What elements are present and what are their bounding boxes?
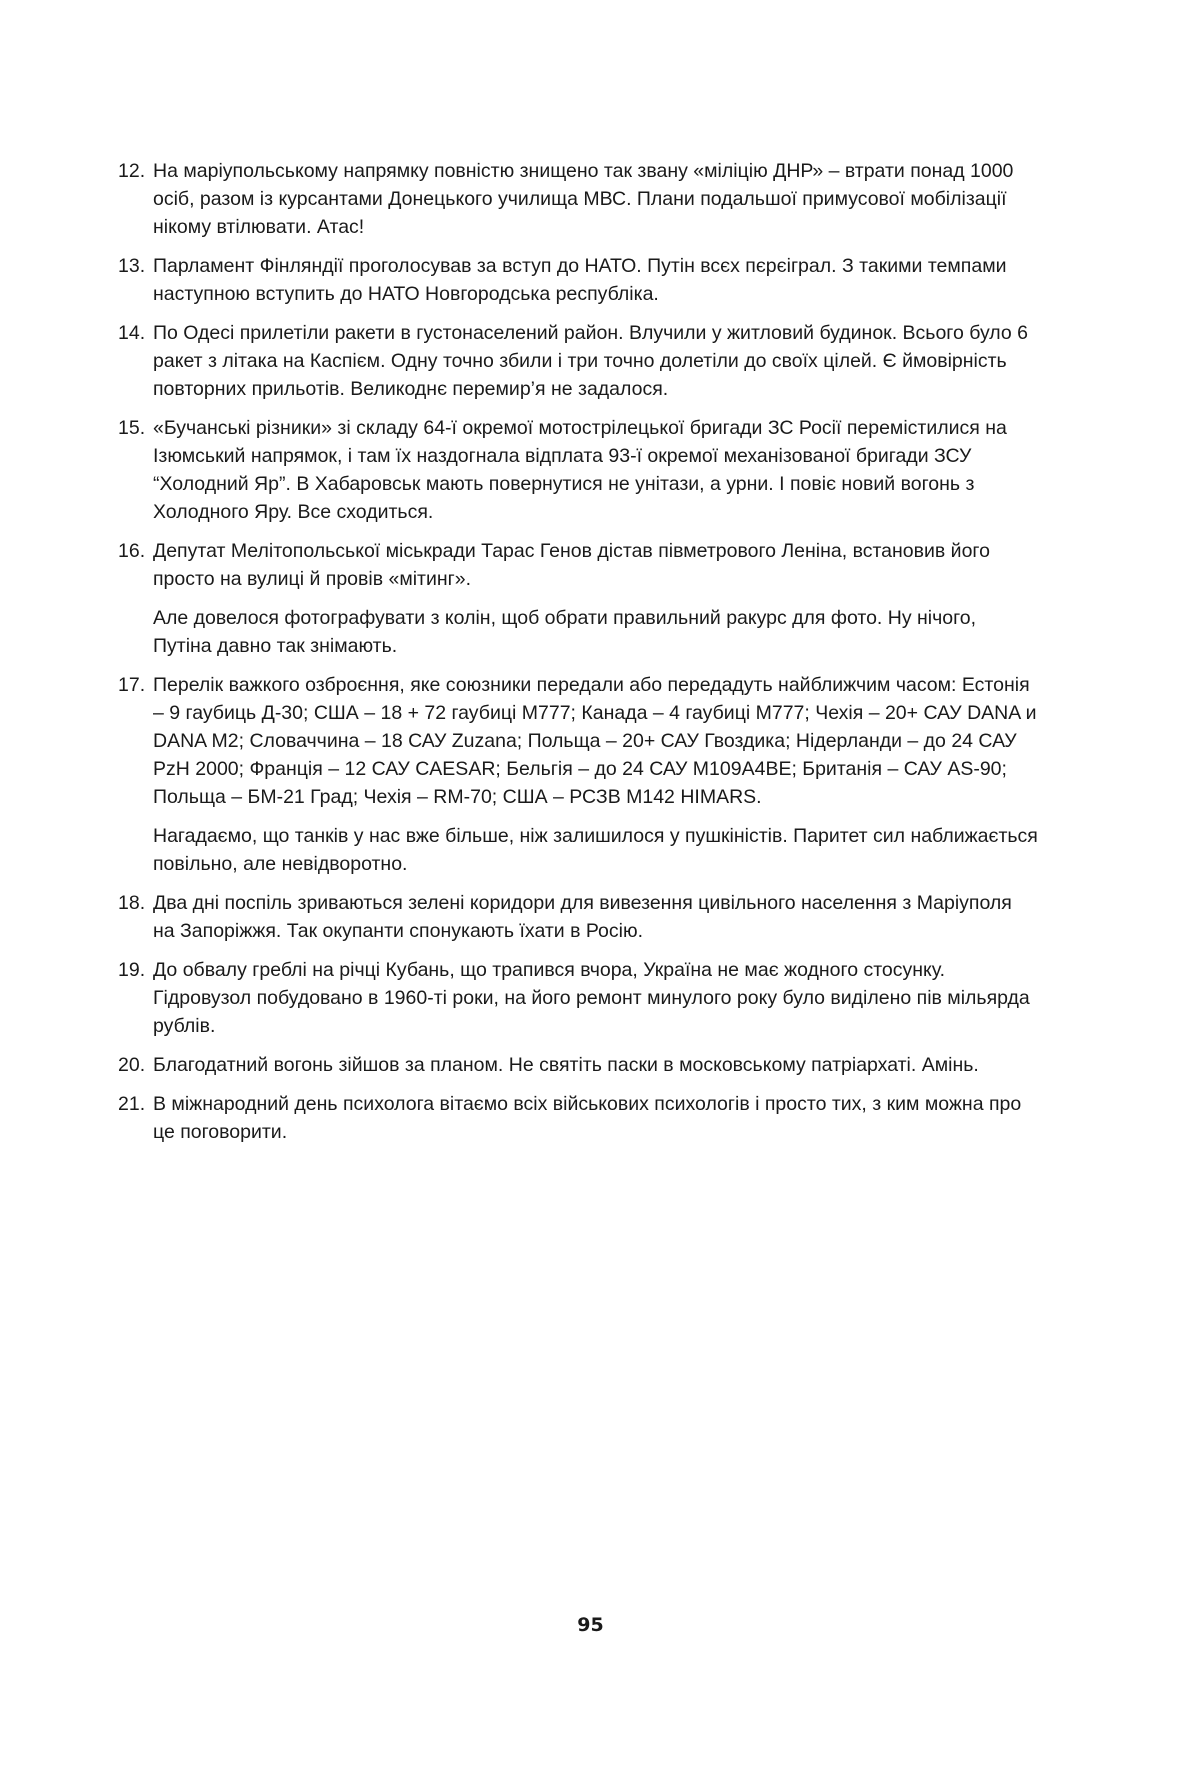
- list-item-number: 21.: [118, 1093, 146, 1115]
- list-item-number: 17.: [118, 674, 146, 696]
- page-number: 95: [577, 1614, 604, 1636]
- list-item-paragraph: В міжнародний день психолога вітаємо всіх військових психологів і просто тих, з ким можна про це поговорити.: [153, 1093, 1022, 1143]
- list-item-body: [153, 537, 1038, 660]
- list-item-number: 13.: [118, 255, 146, 277]
- numbered-list: [118, 157, 1038, 1146]
- list-item-paragraph: Благодатний вогонь зійшов за планом. Не святіть паски в московському патріархаті. Амінь.: [153, 1054, 979, 1076]
- list-item: [118, 157, 1038, 241]
- list-item-number: 18.: [118, 892, 146, 914]
- list-item-body: [153, 414, 1038, 526]
- list-item: [118, 252, 1038, 308]
- list-item-number: 20.: [118, 1054, 146, 1076]
- list-item-body: [153, 1051, 1038, 1079]
- list-item: [118, 1090, 1038, 1146]
- list-item-body: [153, 252, 1038, 308]
- list-item-body: [153, 956, 1038, 1040]
- list-item-paragraph: Перелік важкого озброєння, яке союзники передали або передадуть найближчим часом: Естонія – 9 гаубиць Д-30; США – 18 + 72 гаубиці М777; Канада – 4 гаубиці М777; Чехія – 20+ САУ DANA и DANA M2; Словаччина – 18 САУ Zuzana; Польща – 20+ САУ Гвоздика; Нідерланди – до 24 САУ PzH 2000; Франція – 12 САУ CAESAR; Бельгія – до 24 САУ M109A4BE; Британія – САУ AS-90; Польща – БМ-21 Град; Чехія – RM-70; США – РСЗВ M142 HIMARS.: [153, 674, 1037, 808]
- list-item: [118, 671, 1038, 878]
- list-item-body: [153, 671, 1038, 878]
- list-item-paragraph: На маріупольському напрямку повністю знищено так звану «міліцію ДНР» – втрати понад 1000 осіб, разом із курсантами Донецького училища МВС. Плани подальшої примусової мобілізації нікому втілювати. Атас!: [153, 160, 1014, 238]
- list-item-body: [153, 157, 1038, 241]
- list-item-number: 15.: [118, 417, 146, 439]
- list-item: [118, 889, 1038, 945]
- list-item-paragraph: Два дні поспіль зриваються зелені коридори для вивезення цивільного населення з Маріуполя на Запоріжжя. Так окупанти спонукають їхати в Росію.: [153, 892, 1012, 942]
- list-item: [118, 1051, 1038, 1079]
- list-item-number: 16.: [118, 540, 146, 562]
- list-item-body: [153, 1090, 1038, 1146]
- list-item: [118, 956, 1038, 1040]
- list-item-body: [153, 319, 1038, 403]
- page-content: [118, 157, 1038, 1157]
- list-item-number: 19.: [118, 959, 146, 981]
- list-item-number: 14.: [118, 322, 146, 344]
- list-item-number: 12.: [118, 160, 146, 182]
- list-item-paragraph: Але довелося фотографувати з колін, щоб обрати правильний ракурс для фото. Ну нічого, Путіна давно так знімають.: [153, 607, 977, 657]
- list-item-paragraph: Нагадаємо, що танків у нас вже більше, ніж залишилося у пушкіністів. Паритет сил наближається повільно, але невідворотно.: [153, 825, 1038, 875]
- list-item-paragraph: Депутат Мелітопольської міськради Тарас Генов дістав півметрового Леніна, встановив його просто на вулиці й провів «мітинг».: [153, 540, 990, 590]
- list-item-body: [153, 889, 1038, 945]
- list-item-paragraph: «Бучанські різники» зі складу 64-ї окремої мотострілецької бригади ЗС Росії перемістилися на Ізюмський напрямок, і там їх наздогнала відплата 93-ї окремої механізованої бригади ЗСУ “Холодний Яр”. В Хабаровськ мають повернутися не унітази, а урни. І повіє новий вогонь з Холодного Яру. Все сходиться.: [153, 417, 1007, 523]
- list-item: [118, 319, 1038, 403]
- list-item-paragraph: По Одесі прилетіли ракети в густонаселений район. Влучили у житловий будинок. Всього було 6 ракет з літака на Каспієм. Одну точно збили і три точно долетіли до своїх цілей. Є ймовірність повторних прильотів. Великоднє перемир’я не задалося.: [153, 322, 1029, 400]
- list-item-paragraph: До обвалу греблі на річці Кубань, що трапився вчора, Україна не має жодного стосунку. Гідровузол побудовано в 1960-ті роки, на його ремонт минулого року було виділено пів мільярда рублів.: [153, 959, 1030, 1037]
- list-item: [118, 414, 1038, 526]
- list-item: [118, 537, 1038, 660]
- list-item-paragraph: Парламент Фінляндії проголосував за вступ до НАТО. Путін всєх пєрєіграл. З такими темпами наступною вступить до НАТО Новгородська республіка.: [153, 255, 1007, 305]
